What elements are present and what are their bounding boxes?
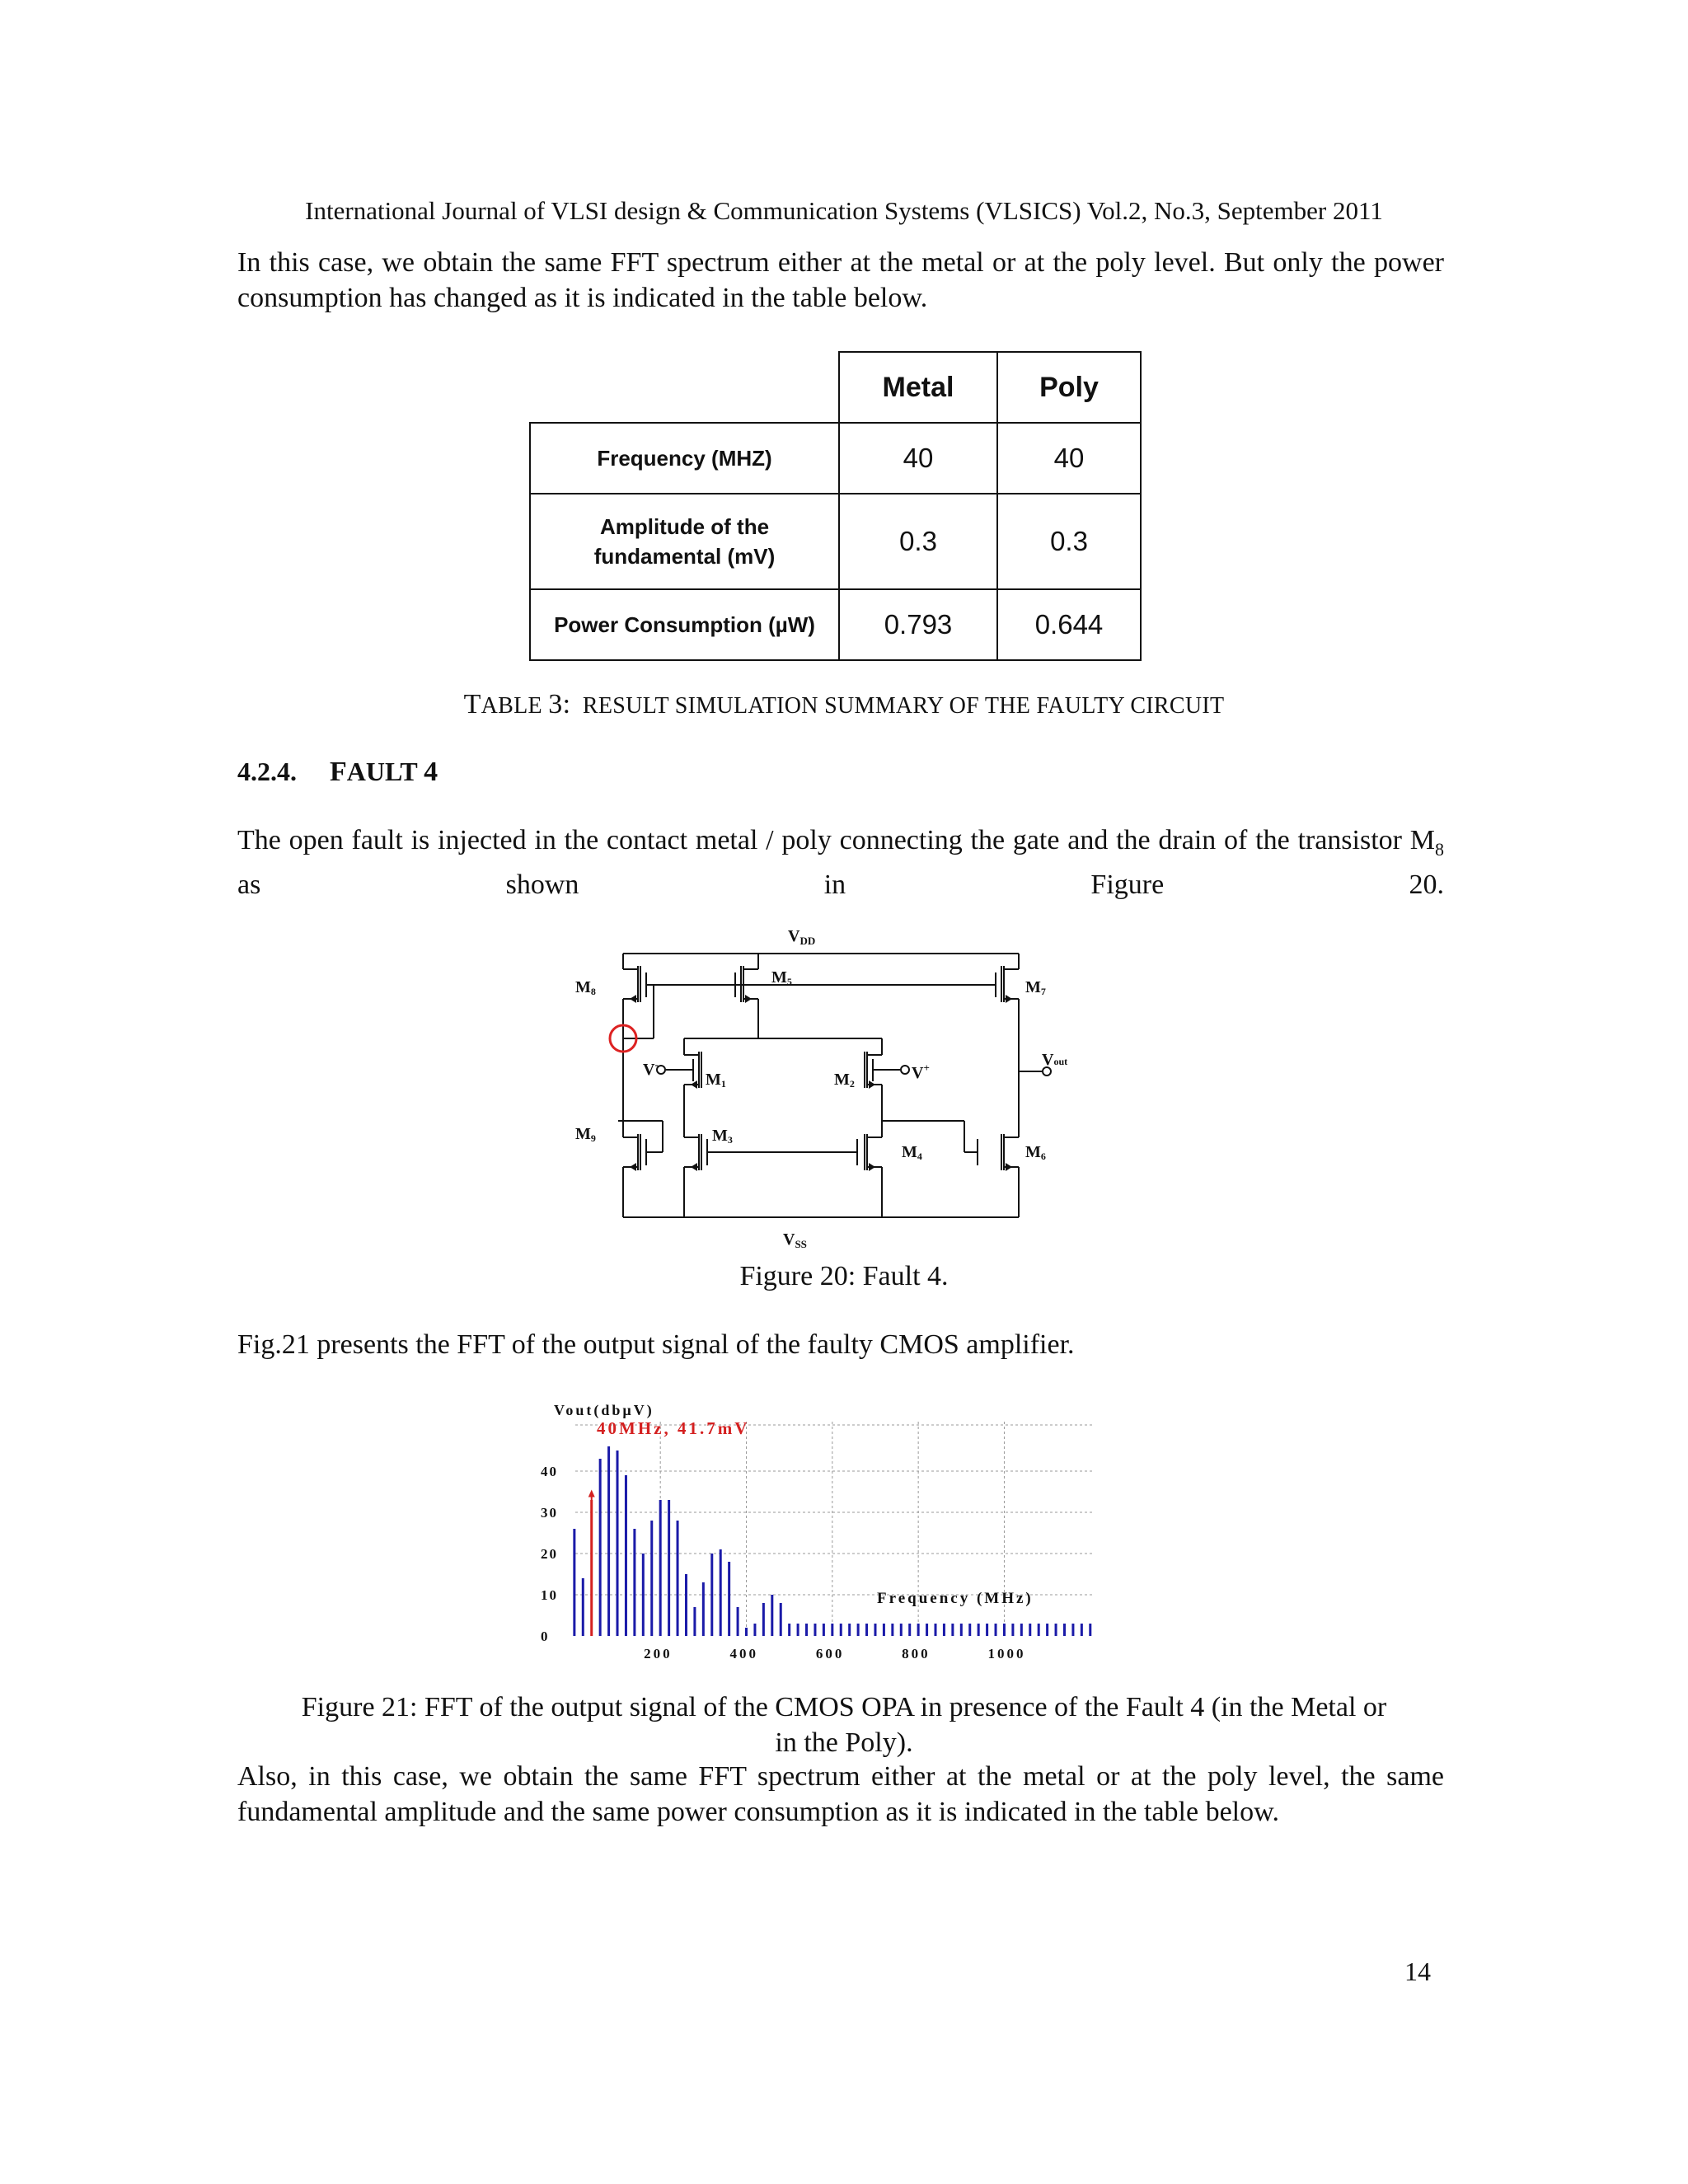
- fft-bar: [1063, 1624, 1066, 1636]
- fundamental-arrow-icon: [588, 1490, 595, 1497]
- fft-bar: [995, 1624, 997, 1636]
- figure20-caption: Figure 20: Fault 4.: [739, 1261, 949, 1291]
- fft-bar: [797, 1624, 799, 1636]
- fft-bar: [1011, 1624, 1014, 1636]
- fft-bar: [677, 1521, 679, 1636]
- x-tick-label: 400: [729, 1646, 759, 1661]
- fft-bar: [762, 1603, 765, 1636]
- fft-bar: [986, 1624, 988, 1636]
- cell-frequency-poly: 40: [997, 423, 1141, 494]
- vout-label: Vout: [1042, 1051, 1068, 1069]
- circuit-diagram: [560, 923, 1121, 1253]
- fft-bar: [1029, 1624, 1031, 1636]
- row-label-power: Power Consumption (µW): [530, 589, 839, 660]
- fft-bar: [831, 1624, 833, 1636]
- fft-bar: [668, 1500, 670, 1636]
- fft-bar: [728, 1562, 730, 1636]
- fft-bar: [693, 1607, 696, 1636]
- label-m8: M8: [575, 978, 596, 997]
- fft-bar: [753, 1624, 756, 1636]
- fft-bar: [633, 1529, 635, 1636]
- label-m9: M9: [575, 1125, 596, 1144]
- y-tick-label: 40: [541, 1464, 558, 1479]
- label-m6: M6: [1025, 1143, 1046, 1162]
- fft-bar: [573, 1529, 575, 1636]
- intro-paragraph: In this case, we obtain the same FFT spectrum either at the metal or at the poly level. But only the power consumption has changed as it is indicated in the table below.: [237, 247, 1444, 313]
- vplus-label: V+: [912, 1062, 930, 1082]
- label-m1: M1: [706, 1071, 726, 1090]
- fft-bar: [805, 1624, 808, 1636]
- y-tick-label: 20: [541, 1546, 558, 1562]
- row-label-amplitude: [530, 494, 839, 589]
- fault-description-paragraph: The open fault is injected in the contact metal / poly connecting the gate and the drain of the transistor $M_8$ as shown in Figure 20.: [237, 825, 1444, 900]
- fft-bar: [814, 1624, 816, 1636]
- fft-bar: [823, 1624, 825, 1636]
- fft-bar: [968, 1624, 971, 1636]
- fft-bar: [625, 1475, 627, 1636]
- fft-bar: [857, 1624, 860, 1636]
- y-tick-label: 10: [541, 1587, 558, 1603]
- fft-bar: [685, 1574, 687, 1636]
- cell-power-poly: 0.644: [997, 589, 1141, 660]
- x-tick-label: 200: [644, 1646, 673, 1661]
- fft-bar: [1046, 1624, 1048, 1636]
- chart-annotation: 40MHz, 41.7mV: [597, 1418, 750, 1438]
- fft-bar: [978, 1624, 980, 1636]
- label-m5: M5: [771, 968, 792, 987]
- fft-bar: [1003, 1624, 1006, 1636]
- vdd-label: $V_{DD}$: [788, 927, 816, 947]
- figure21-caption-line2: in the Poly).: [775, 1727, 913, 1758]
- fft-bar: [891, 1624, 893, 1636]
- page-number: 14: [1404, 1957, 1431, 1986]
- fft-bar: [745, 1628, 748, 1636]
- fft-bar: [710, 1554, 713, 1636]
- fft-bar: [780, 1603, 782, 1636]
- x-tick-label: 600: [815, 1646, 845, 1661]
- fft-bar: [935, 1624, 937, 1636]
- fft-bar: [617, 1451, 619, 1636]
- fft-bar: [737, 1607, 739, 1636]
- cell-amplitude-metal: 0.3: [839, 494, 997, 589]
- label-m4: M4: [902, 1143, 922, 1162]
- figure21-caption-line1: Figure 21: FFT of the output signal of the CMOS OPA in presence of the Fault 4 (in the Metal or: [301, 1692, 1387, 1722]
- fft-bar: [1020, 1624, 1023, 1636]
- fft-bar: [1089, 1624, 1091, 1636]
- fft-bar: [1071, 1624, 1074, 1636]
- fft-bar: [951, 1624, 954, 1636]
- section-heading: 4.2.4. FAULT 4: [237, 757, 438, 787]
- col-header-metal: Metal: [839, 352, 997, 423]
- vss-label: $V_{SS}$: [783, 1230, 807, 1250]
- fft-bar: [788, 1624, 790, 1636]
- y-tick-label: 30: [541, 1505, 558, 1521]
- x-tick-label: 1000: [987, 1646, 1026, 1661]
- table-caption: TABLE 3: RESULT SIMULATION SUMMARY OF THE FAULTY CIRCUIT: [463, 689, 1225, 719]
- cell-power-metal: 0.793: [839, 589, 997, 660]
- chart-xlabel: Frequency (MHz): [877, 1590, 1034, 1607]
- label-m7: M7: [1025, 978, 1046, 997]
- fft-bar: [943, 1624, 945, 1636]
- fft-bar: [659, 1500, 662, 1636]
- fft-bar: [1055, 1624, 1057, 1636]
- table-row: [530, 589, 1141, 660]
- fft-bar: [1081, 1624, 1083, 1636]
- chart-ylabel: Vout(dbµV): [554, 1402, 654, 1418]
- fft-bar: [650, 1521, 653, 1636]
- row-label-amplitude-line2: fundamental (mV): [593, 544, 776, 569]
- fft-bar: [960, 1624, 963, 1636]
- fft-bar: [702, 1582, 705, 1636]
- row-label-amplitude-line1: Amplitude of the: [599, 514, 770, 539]
- fft-bar: [720, 1549, 722, 1636]
- fft-bar: [582, 1578, 584, 1636]
- figure21-caption: [0, 1690, 1688, 1760]
- fft-bar: [908, 1624, 911, 1636]
- results-table: [529, 351, 1142, 661]
- fft-bar: [874, 1624, 876, 1636]
- fft-chart: [541, 1397, 1101, 1669]
- table-corner: [530, 352, 839, 423]
- fft-bar: [917, 1624, 920, 1636]
- closing-paragraph: Also, in this case, we obtain the same FFT spectrum either at the metal or at the poly level, the same fundamental amplitude and the same power consumption as it is indicated in the table below.: [237, 1761, 1444, 1827]
- fft-bar: [883, 1624, 885, 1636]
- col-header-poly: Poly: [997, 352, 1141, 423]
- fft-bar: [848, 1624, 851, 1636]
- label-m2: M2: [834, 1071, 855, 1090]
- fft-bar: [900, 1624, 903, 1636]
- fft-bar: [771, 1595, 773, 1636]
- label-m3: M3: [712, 1127, 733, 1146]
- fft-bar: [926, 1624, 928, 1636]
- fft-bar: [1038, 1624, 1040, 1636]
- journal-header: International Journal of VLSI design & Communication Systems (VLSICS) Vol.2, No.3, September 2011: [305, 196, 1383, 225]
- fft-intro-paragraph: Fig.21 presents the FFT of the output signal of the faulty CMOS amplifier.: [237, 1329, 1075, 1360]
- table-row: [530, 494, 1141, 589]
- row-label-frequency: Frequency (MHZ): [530, 423, 839, 494]
- cell-amplitude-poly: 0.3: [997, 494, 1141, 589]
- y-tick-label: 0: [541, 1629, 550, 1644]
- table-row: [530, 423, 1141, 494]
- fft-bar: [840, 1624, 842, 1636]
- fft-bar: [607, 1446, 610, 1636]
- fft-bar: [865, 1624, 868, 1636]
- cell-frequency-metal: 40: [839, 423, 997, 494]
- fft-bar: [599, 1459, 602, 1636]
- vminus-label: V-: [643, 1058, 659, 1079]
- fft-bar: [642, 1554, 645, 1636]
- x-tick-label: 800: [902, 1646, 931, 1661]
